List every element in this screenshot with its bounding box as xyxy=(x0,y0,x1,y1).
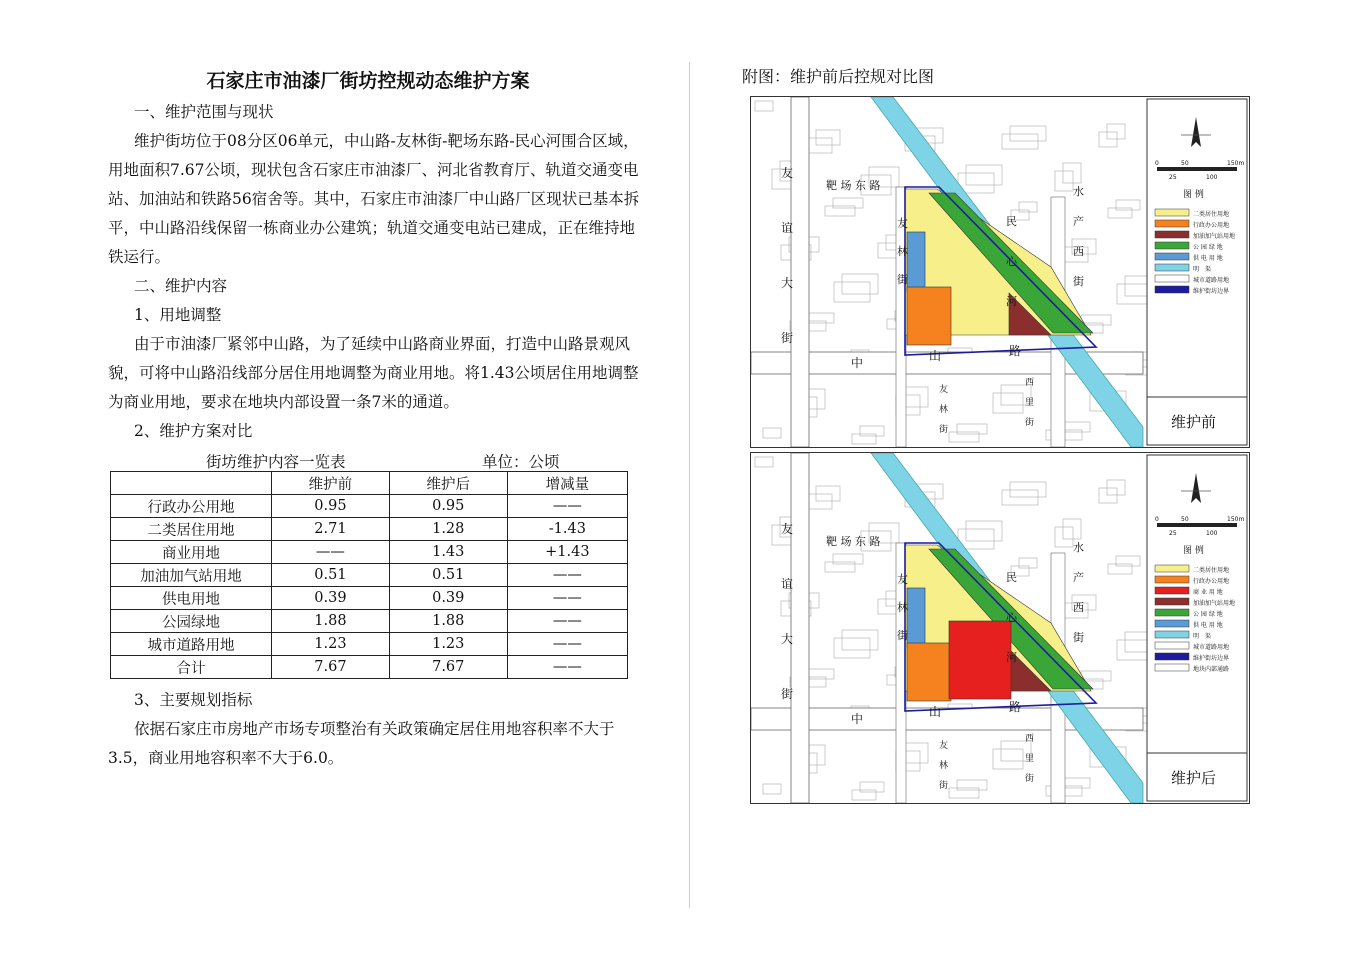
street-label-xili: 街 xyxy=(1025,418,1035,428)
map-after xyxy=(750,452,1250,804)
table-cell: 供电用地 xyxy=(111,587,272,610)
table-cell: 增减量 xyxy=(507,472,627,495)
map-before-drawing xyxy=(751,97,1249,447)
legend-swatch xyxy=(1155,253,1189,260)
map-caption: 维护后 xyxy=(1171,769,1217,787)
street-label-bachang: 靶 场 东 路 xyxy=(826,535,881,548)
legend-swatch xyxy=(1155,264,1189,271)
road-youyi xyxy=(791,453,809,803)
scale-label: 100 xyxy=(1206,530,1218,537)
building-outline xyxy=(993,393,1023,413)
subsection-3-heading: 3、主要规划指标 xyxy=(134,691,253,709)
table-cell: 2.71 xyxy=(272,518,390,541)
building-outline xyxy=(1081,671,1111,681)
table-unit: 单位：公顷 xyxy=(482,453,560,471)
street-label-zhongshan: 中 xyxy=(851,712,864,726)
legend-item: 维护街坊边界 xyxy=(1193,655,1230,662)
legend-item: 行政办公用地 xyxy=(1193,222,1230,229)
street-label-zhongshan: 路 xyxy=(1009,700,1022,714)
building-outline xyxy=(833,198,863,208)
street-label-youlin: 林 xyxy=(897,245,908,258)
scale-label: 0 xyxy=(1155,160,1159,167)
legend-swatch xyxy=(1155,609,1189,616)
building-outline xyxy=(949,432,979,442)
table-cell: 城市道路用地 xyxy=(111,633,272,656)
street-label-minxin: 心 xyxy=(1006,611,1017,624)
table-cell: 7.67 xyxy=(272,656,390,679)
legend-item: 加油加气站用地 xyxy=(1193,233,1236,240)
building-outline xyxy=(852,790,876,800)
building-outline xyxy=(763,784,781,794)
building-outline xyxy=(834,282,870,302)
legend-swatch xyxy=(1155,664,1189,671)
legend-title: 图 例 xyxy=(1183,546,1204,556)
building-outline xyxy=(1081,315,1111,325)
street-label-shuichan: 街 xyxy=(1073,275,1084,288)
street-label-zhongshan: 中 xyxy=(851,356,864,370)
table-cell: 维护前 xyxy=(272,472,390,495)
building-outline xyxy=(825,206,855,216)
legend-title: 图 例 xyxy=(1183,190,1204,200)
building-outline xyxy=(763,428,781,438)
street-label-xili: 里 xyxy=(1025,398,1035,408)
building-outline xyxy=(1099,488,1117,503)
scale-label: 100 xyxy=(1206,174,1218,181)
section-2-heading: 二、维护内容 xyxy=(134,277,228,295)
street-label-shuichan: 街 xyxy=(1073,631,1084,644)
street-label-youlin-south: 林 xyxy=(939,405,949,415)
building-outline xyxy=(1019,558,1037,568)
street-label-youlin-south: 友 xyxy=(939,385,949,395)
map-base xyxy=(751,97,1170,447)
table-cell: —— xyxy=(272,541,390,564)
table-cell: -1.43 xyxy=(507,518,627,541)
street-label-youyi: 街 xyxy=(781,687,794,701)
building-outline xyxy=(993,749,1023,769)
building-outline xyxy=(1099,132,1117,147)
building-outline xyxy=(755,457,773,467)
street-label-youyi: 大 xyxy=(781,276,794,290)
street-label-xili: 街 xyxy=(1025,774,1035,784)
legend-item: 公 园 绿 地 xyxy=(1193,244,1223,251)
parcel-power xyxy=(907,588,925,648)
table-cell: 1.28 xyxy=(389,518,507,541)
table-cell: +1.43 xyxy=(507,541,627,564)
table-cell: —— xyxy=(507,495,627,518)
legend-panel xyxy=(1147,455,1247,801)
table-row xyxy=(111,656,628,679)
street-label-minxin: 河 xyxy=(1006,295,1017,308)
table-row xyxy=(111,495,628,518)
table-cell: 0.51 xyxy=(389,564,507,587)
building-outline xyxy=(1063,519,1081,539)
building-outline xyxy=(966,521,1002,541)
legend-item: 二类居住用地 xyxy=(1193,567,1230,574)
legend-swatch xyxy=(1155,209,1189,216)
legend-swatch xyxy=(1155,620,1189,627)
street-label-youyi: 大 xyxy=(781,632,794,646)
building-outline xyxy=(816,486,840,501)
building-outline xyxy=(1107,480,1125,495)
building-outline xyxy=(1108,564,1132,574)
building-outline xyxy=(1002,490,1038,505)
street-label-youlin: 友 xyxy=(897,573,908,586)
building-outline xyxy=(1010,482,1046,497)
table-cell: 二类居住用地 xyxy=(111,518,272,541)
table-cell: 7.67 xyxy=(389,656,507,679)
table-cell: 0.39 xyxy=(389,587,507,610)
street-label-minxin: 民 xyxy=(1006,215,1017,228)
building-outline xyxy=(808,494,832,509)
building-outline xyxy=(816,130,840,145)
street-label-shuichan: 水 xyxy=(1073,185,1084,198)
subsection-1-heading: 1、用地调整 xyxy=(134,306,222,324)
building-outline xyxy=(1117,640,1147,660)
legend-swatch xyxy=(1155,598,1189,605)
street-label-shuichan: 产 xyxy=(1073,571,1084,584)
building-outline xyxy=(957,780,987,790)
map-after-drawing xyxy=(751,453,1249,803)
legend-swatch xyxy=(1155,587,1189,594)
legend-swatch xyxy=(1155,576,1189,583)
table-header-row xyxy=(111,472,628,495)
subsection-2-heading: 2、维护方案对比 xyxy=(134,422,253,440)
building-outline xyxy=(1116,200,1140,210)
parcel-office xyxy=(907,643,951,701)
street-label-minxin: 心 xyxy=(1006,255,1017,268)
appendix-title: 附图：维护前后控规对比图 xyxy=(742,67,935,86)
table-cell: 1.23 xyxy=(272,633,390,656)
road-youyi xyxy=(791,97,809,447)
street-label-youlin-south: 林 xyxy=(939,761,949,771)
street-label-youyi: 友 xyxy=(781,166,794,180)
legend-item: 维护街坊边界 xyxy=(1193,288,1230,295)
table-cell: —— xyxy=(507,610,627,633)
page-divider xyxy=(689,62,690,908)
legend-item: 明 渠 xyxy=(1193,633,1212,640)
building-outline xyxy=(852,434,876,444)
parcel-power xyxy=(907,232,925,292)
street-label-youlin: 友 xyxy=(897,217,908,230)
table-cell: —— xyxy=(507,564,627,587)
table-cell: 1.88 xyxy=(389,610,507,633)
table-cell: —— xyxy=(507,587,627,610)
street-label-youlin-south: 街 xyxy=(939,425,949,435)
street-label-youlin-south: 街 xyxy=(939,781,949,791)
paragraph-land-adjustment: 由于市油漆厂紧邻中山路，为了延续中山路商业界面，打造中山路景观风貌，可将中山路沿线部分居住用地调整为商业用地。将1.43公顷居住用地调整为商业用地，要求在地块内部设置一条7米的通道。 xyxy=(108,335,639,411)
legend-item: 行政办公用地 xyxy=(1193,578,1230,585)
street-label-shuichan: 产 xyxy=(1073,215,1084,228)
table-cell: 0.39 xyxy=(272,587,390,610)
building-outline xyxy=(1010,126,1046,141)
street-label-xili: 西 xyxy=(1025,734,1035,744)
street-label-xili: 里 xyxy=(1025,754,1035,764)
street-label-youyi: 谊 xyxy=(781,221,794,235)
table-row xyxy=(111,564,628,587)
street-label-bachang: 靶 场 东 路 xyxy=(826,179,881,192)
building-outline xyxy=(904,387,928,407)
building-outline xyxy=(1117,284,1147,304)
scale-label: 50 xyxy=(1181,160,1189,167)
table-cell: 0.51 xyxy=(272,564,390,587)
table-cell: 维护后 xyxy=(389,472,507,495)
map-before xyxy=(750,96,1250,448)
parcel-commercial xyxy=(949,621,1011,699)
legend-swatch xyxy=(1155,565,1189,572)
legend-swatch xyxy=(1155,275,1189,282)
street-label-shuichan: 西 xyxy=(1073,245,1084,258)
legend-item: 明 渠 xyxy=(1193,266,1212,273)
building-outline xyxy=(842,630,878,650)
building-outline xyxy=(755,101,773,111)
map-base xyxy=(751,453,1170,803)
table-cell xyxy=(111,472,272,495)
scale-label: 25 xyxy=(1169,174,1177,181)
street-label-youlin: 街 xyxy=(897,629,908,642)
table-cell: 商业用地 xyxy=(111,541,272,564)
scale-label: 25 xyxy=(1169,530,1177,537)
building-outline xyxy=(1108,208,1132,218)
building-outline xyxy=(860,426,884,436)
table-cell: 加油加气站用地 xyxy=(111,564,272,587)
table-cell: 1.88 xyxy=(272,610,390,633)
legend-item: 加油加气站用地 xyxy=(1193,600,1236,607)
building-outline xyxy=(860,782,884,792)
building-outline xyxy=(825,562,855,572)
table-cell: 合计 xyxy=(111,656,272,679)
paragraph-indicators: 依据石家庄市房地产市场专项整治有关政策确定居住用地容积率不大于3.5，商业用地容积率不大于6.0。 xyxy=(108,720,615,767)
street-label-minxin: 河 xyxy=(1006,651,1017,664)
street-label-minxin: 民 xyxy=(1006,571,1017,584)
building-outline xyxy=(957,424,987,434)
table-cell: 0.95 xyxy=(389,495,507,518)
table-cell: 公园绿地 xyxy=(111,610,272,633)
building-outline xyxy=(1107,124,1125,139)
street-label-youyi: 友 xyxy=(781,522,794,536)
scale-label: 50 xyxy=(1181,516,1189,523)
section-1-heading: 一、维护范围与现状 xyxy=(134,103,274,121)
table-cell: 0.95 xyxy=(272,495,390,518)
street-label-zhongshan: 山 xyxy=(929,705,942,719)
legend-panel xyxy=(1147,99,1247,445)
legend-item: 二类居住用地 xyxy=(1193,211,1230,218)
table-cell: 1.43 xyxy=(389,541,507,564)
building-outline xyxy=(808,138,832,153)
street-label-zhongshan: 山 xyxy=(929,349,942,363)
street-label-shuichan: 西 xyxy=(1073,601,1084,614)
table-cell: 行政办公用地 xyxy=(111,495,272,518)
street-label-youyi: 谊 xyxy=(781,577,794,591)
street-label-shuichan: 水 xyxy=(1073,541,1084,554)
parcel-office xyxy=(907,287,951,345)
legend-item: 商 业 用 地 xyxy=(1193,589,1223,596)
legend-swatch xyxy=(1155,231,1189,238)
building-outline xyxy=(1002,134,1038,149)
paragraph-scope: 维护街坊位于08分区06单元，中山路-友林街-靶场东路-民心河围合区域，用地面积7.67公顷，现状包含石家庄市油漆厂、河北省教育厅、轨道交通变电站、加油站和铁路56宿舍等。其中，石家庄市油漆厂中山路厂区现状已基本拆平，中山路沿线保留一栋商业办公建筑；轨道交通变电站已建成，正在维持地铁运行。 xyxy=(108,132,640,266)
legend-item: 公 园 绿 地 xyxy=(1193,611,1223,618)
street-label-zhongshan: 路 xyxy=(1009,344,1022,358)
legend-swatch xyxy=(1155,653,1189,660)
street-label-xili: 西 xyxy=(1025,378,1035,388)
table-cell: 1.23 xyxy=(389,633,507,656)
scale-bar xyxy=(1157,523,1237,527)
map-caption: 维护前 xyxy=(1171,413,1217,431)
table-row xyxy=(111,633,628,656)
legend-item: 供 电 用 地 xyxy=(1193,255,1223,262)
street-label-youlin-south: 友 xyxy=(939,741,949,751)
building-outline xyxy=(904,743,928,763)
building-outline xyxy=(807,389,825,409)
legend-swatch xyxy=(1155,631,1189,638)
table-row xyxy=(111,610,628,633)
street-label-youlin: 街 xyxy=(897,273,908,286)
legend-item: 城市道路用地 xyxy=(1193,277,1230,284)
building-outline xyxy=(842,274,878,294)
table-row xyxy=(111,541,628,564)
building-outline xyxy=(949,788,979,798)
legend-swatch xyxy=(1155,242,1189,249)
scale-label: 150m xyxy=(1227,160,1245,167)
legend-item: 供 电 用 地 xyxy=(1193,622,1223,629)
scale-label: 0 xyxy=(1155,516,1159,523)
legend-item: 城市道路用地 xyxy=(1193,644,1230,651)
building-outline xyxy=(1063,163,1081,183)
page-title: 石家庄市油漆厂街坊控规动态维护方案 xyxy=(206,70,530,92)
legend-swatch xyxy=(1155,220,1189,227)
table-caption: 街坊维护内容一览表 xyxy=(206,453,346,471)
land-use-table xyxy=(110,471,628,679)
table-cell: —— xyxy=(507,656,627,679)
table-row xyxy=(111,518,628,541)
scale-bar xyxy=(1157,167,1237,171)
street-label-youyi: 街 xyxy=(781,331,794,345)
table-row xyxy=(111,587,628,610)
building-outline xyxy=(1055,527,1073,547)
building-outline xyxy=(1055,171,1073,191)
legend-item: 地块内部通路 xyxy=(1193,666,1230,673)
building-outline xyxy=(834,638,870,658)
building-outline xyxy=(807,745,825,765)
building-outline xyxy=(833,554,863,564)
building-outline xyxy=(1019,202,1037,212)
legend-swatch xyxy=(1155,286,1189,293)
street-label-youlin: 林 xyxy=(897,601,908,614)
building-outline xyxy=(1116,556,1140,566)
legend-swatch xyxy=(1155,642,1189,649)
scale-label: 150m xyxy=(1227,516,1245,523)
table-cell: —— xyxy=(507,633,627,656)
building-outline xyxy=(966,165,1002,185)
